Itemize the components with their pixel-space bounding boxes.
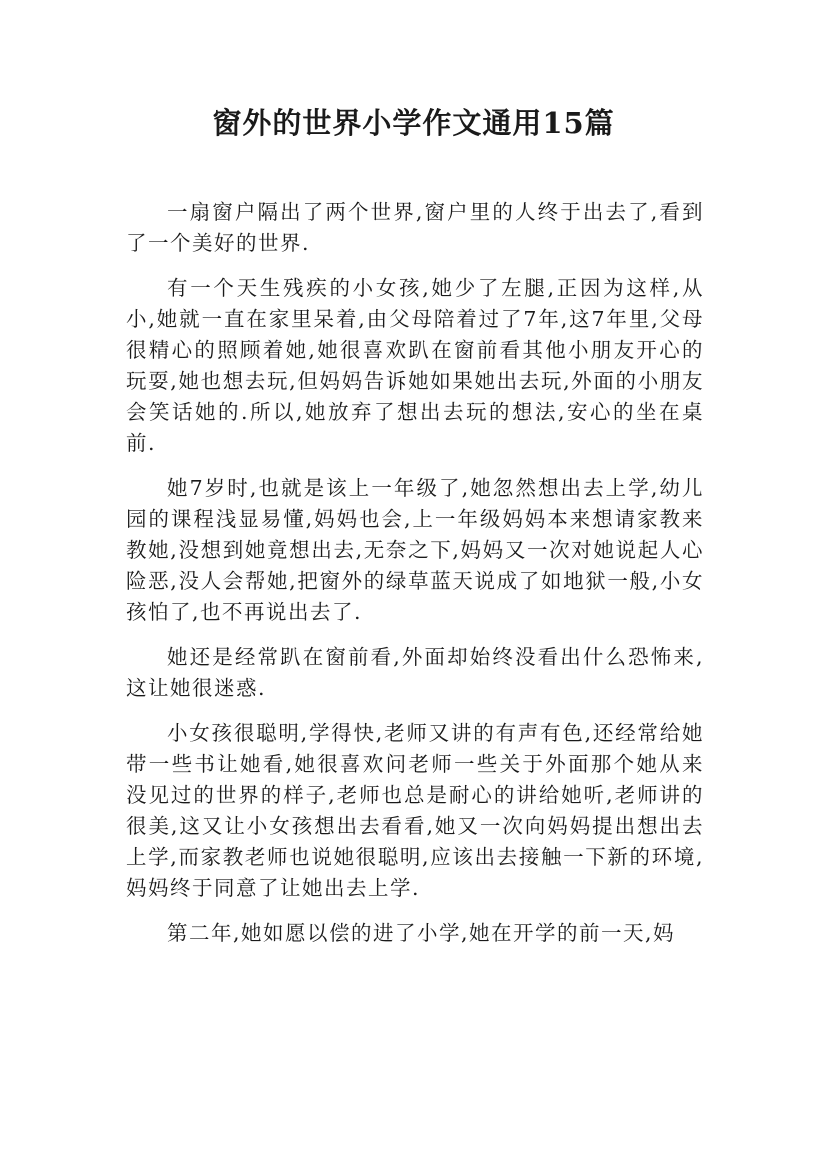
paragraph: 一扇窗户隔出了两个世界,窗户里的人终于出去了,看到了一个美好的世界. <box>126 200 704 255</box>
paragraph: 第二年,她如愿以偿的进了小学,她在开学的前一天,妈 <box>167 921 676 945</box>
paragraph: 她7岁时,也就是该上一年级了,她忽然想出去上学,幼儿园的课程浅显易懂,妈妈也会,上一年级妈妈本来想请家教来教她,没想到她竟想出去,无奈之下,妈妈又一次对她说起人心险恶,没人会帮她,把窗外的绿草蓝天说成了如地狱一般,小女孩怕了,也不再说出去了. <box>126 476 704 624</box>
paragraph: 小女孩很聪明,学得快,老师又讲的有声有色,还经常给她带一些书让她看,她很喜欢问老师一些关于外面那个她从来没见过的世界的样子,老师也总是耐心的讲给她听,老师讲的很美,这又让小女孩想出去看看,她又一次向妈妈提出想出去上学,而家教老师也说她很聪明,应该出去接触一下新的环境,妈妈终于同意了让她出去上学. <box>126 721 704 900</box>
paragraph: 她还是经常趴在窗前看,外面却始终没看出什么恐怖来,这让她很迷惑. <box>126 645 704 700</box>
document-title: 窗外的世界小学作文通用15篇 <box>212 106 615 140</box>
document-body <box>126 197 704 949</box>
paragraph: 有一个天生残疾的小女孩,她少了左腿,正因为这样,从小,她就一直在家里呆着,由父母陪着过了7年,这7年里,父母很精心的照顾着她,她很喜欢趴在窗前看其他小朋友开心的玩耍,她也想去玩,但妈妈告诉她如果她出去玩,外面的小朋友会笑话她的.所以,她放弃了想出去玩的想法,安心的坐在桌前. <box>126 276 704 455</box>
